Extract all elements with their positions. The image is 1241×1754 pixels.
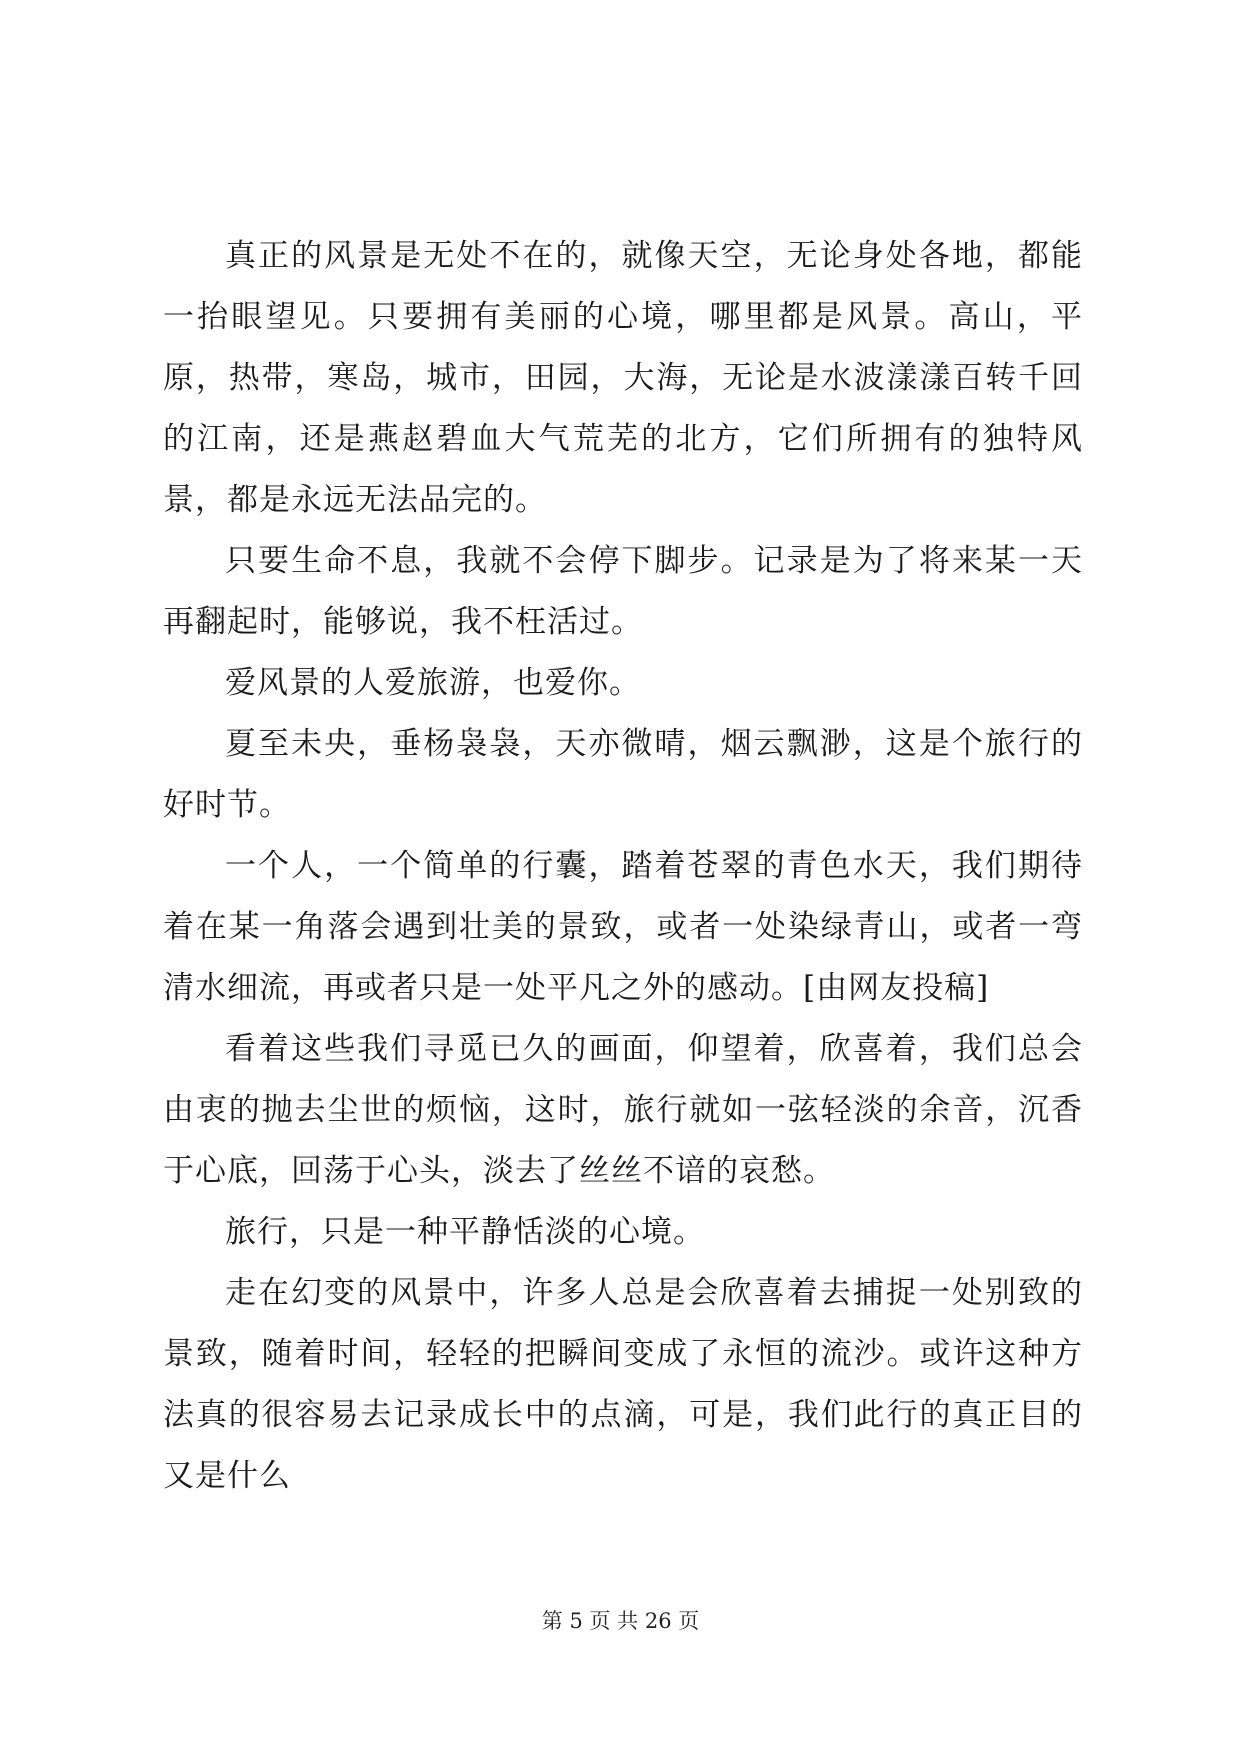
paragraph: 爱风景的人爱旅游，也爱你。 bbox=[225, 665, 641, 701]
paragraph: 走在幻变的风景中，许多人总是会欣喜着去捕捉一处别致的景致，随着时间，轻轻的把瞬间变成了永恒的流沙。或许这种方法真的很容易去记录成长中的点滴，可是，我们此行的真正目的又是什么 bbox=[163, 1275, 1083, 1494]
paragraph: 一个人，一个简单的行囊，踏着苍翠的青色水天，我们期待着在某一角落会遇到壮美的景致，或者一处染绿青山，或者一弯清水细流，再或者只是一处平凡之外的感动。[由网友投稿] bbox=[163, 848, 1083, 1006]
paragraph: 看着这些我们寻觅已久的画面，仰望着，欣喜着，我们总会由衷的抛去尘世的烦恼，这时，旅行就如一弦轻淡的余音，沉香于心底，回荡于心头，淡去了丝丝不谙的哀愁。 bbox=[163, 1031, 1083, 1189]
paragraph: 夏至未央，垂杨袅袅，天亦微晴，烟云飘渺，这是个旅行的好时节。 bbox=[163, 726, 1083, 823]
paragraph: 真正的风景是无处不在的，就像天空，无论身处各地，都能一抬眼望见。只要拥有美丽的心境，哪里都是风景。高山，平原，热带，寒岛，城市，田园，大海，无论是水波漾漾百转千回的江南，还是燕赵碧血大气荒芜的北方，它们所拥有的独特风景，都是永远无法品完的。 bbox=[163, 238, 1083, 518]
paragraph: 旅行，只是一种平静恬淡的心境。 bbox=[225, 1214, 705, 1250]
page-number-footer: 第 5 页 共 26 页 bbox=[541, 1609, 700, 1633]
document-body bbox=[163, 226, 1083, 1507]
paragraph: 只要生命不息，我就不会停下脚步。记录是为了将来某一天再翻起时，能够说，我不枉活过。 bbox=[163, 543, 1083, 640]
